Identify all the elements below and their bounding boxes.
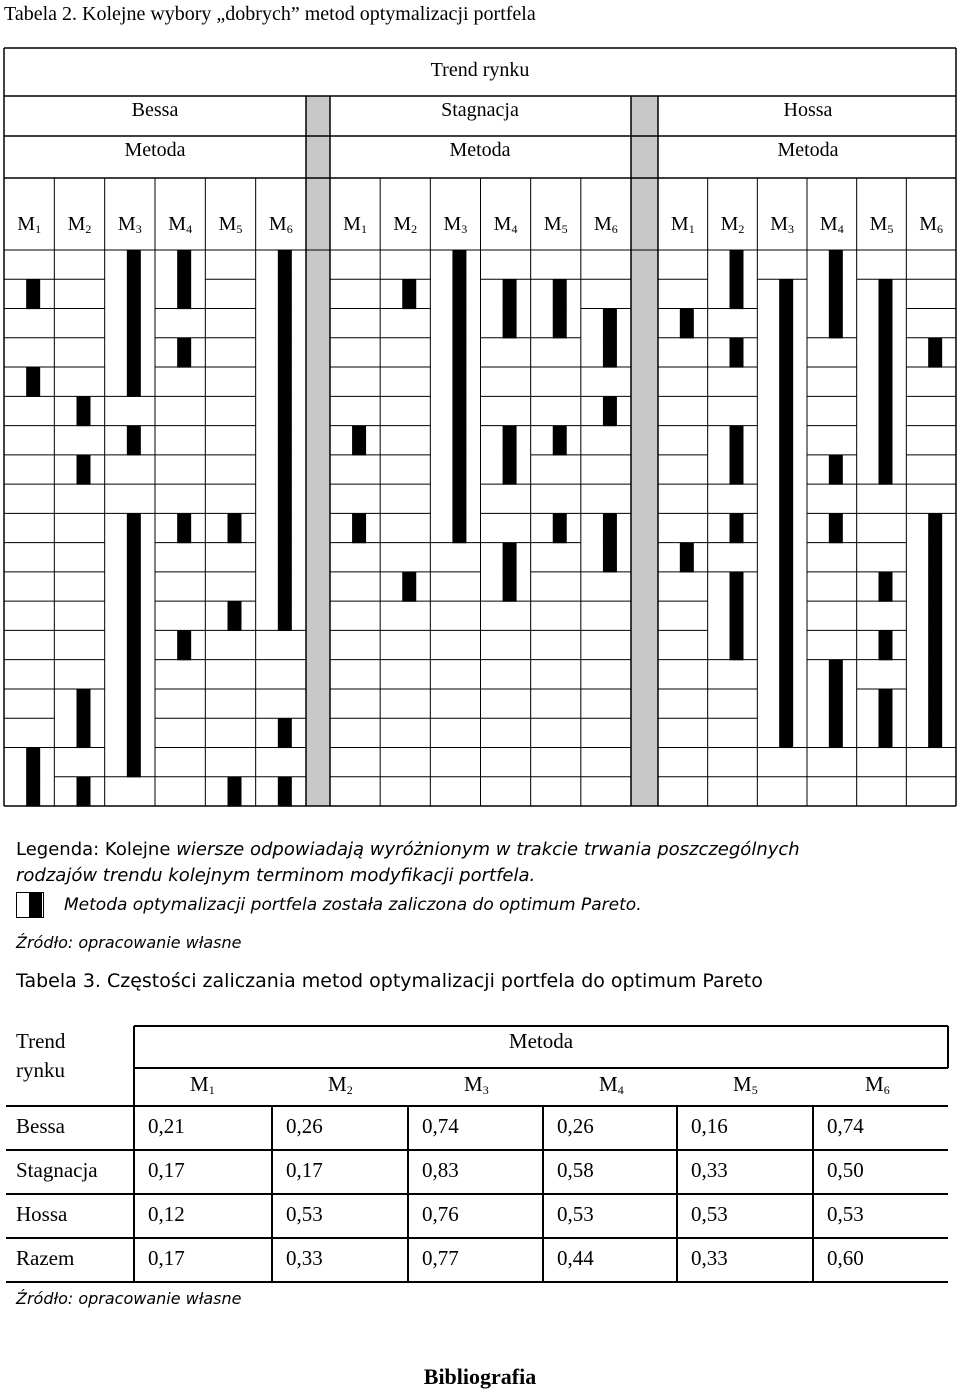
method-label-stagnacja-m6: $M_6$ [594, 213, 618, 236]
pareto-mark-hossa-m3-row-16 [779, 689, 793, 719]
table3-cell-bessa-m4: 0,26 [557, 1114, 594, 1138]
pareto-mark-bessa-m6-row-13 [278, 601, 292, 631]
pareto-mark-hossa-m5-row-4 [879, 338, 893, 368]
pareto-mark-bessa-m6-row-8 [278, 455, 292, 485]
method-label-bessa-m3: $M_3$ [117, 213, 142, 236]
table3-method-m1: $M_1$ [190, 1072, 215, 1097]
group-stagnacja-label: Stagnacja [441, 99, 519, 121]
table3-metoda-header: Metoda [508, 1029, 574, 1053]
pareto-mark-hossa-m2-row-12 [730, 572, 744, 602]
legend-line-2: rodzajów trendu kolejnym terminom modyfikacji portfela. [16, 865, 536, 886]
pareto-mark-bessa-m6-row-3 [278, 309, 292, 339]
table2-source: Źródło: opracowanie własne [16, 933, 242, 952]
pareto-mark-hossa-m5-row-14 [879, 630, 893, 660]
pareto-mark-bessa-m6-row-12 [278, 572, 292, 602]
table3-cell-bessa-m3: 0,74 [422, 1114, 459, 1138]
legend-marker-text: Metoda optymalizacji portfela została zaliczona do optimum Pareto. [64, 895, 642, 915]
pareto-mark-bessa-m3-row-4 [127, 338, 141, 368]
pareto-mark-hossa-m5-row-8 [879, 455, 893, 485]
method-label-hossa-m1: $M_1$ [670, 213, 695, 236]
pareto-mark-bessa-m2-row-16 [77, 689, 91, 719]
pareto-mark-stagnacja-m3-row-6 [452, 396, 466, 426]
table3-cell-stagnacja-m6: 0,50 [827, 1158, 864, 1182]
pareto-mark-bessa-m3-row-14 [127, 630, 141, 660]
table3-trend-label-2: rynku [16, 1058, 65, 1082]
pareto-mark-stagnacja-m6-row-11 [603, 543, 617, 573]
pareto-mark-bessa-m6-row-17 [278, 718, 292, 748]
table3-method-m2: $M_2$ [328, 1072, 353, 1097]
pareto-mark-hossa-m3-row-15 [779, 660, 793, 690]
pareto-mark-hossa-m1-row-3 [680, 309, 694, 339]
legend-marker-fill [29, 893, 42, 917]
pareto-mark-hossa-m6-row-12 [928, 572, 942, 602]
pareto-mark-stagnacja-m3-row-1 [452, 250, 466, 280]
pareto-mark-stagnacja-m4-row-11 [503, 543, 517, 573]
pareto-mark-stagnacja-m3-row-5 [452, 367, 466, 397]
method-label-hossa-m3: $M_3$ [770, 213, 795, 236]
pareto-mark-hossa-m2-row-2 [730, 279, 744, 309]
pareto-mark-hossa-m4-row-3 [829, 309, 843, 339]
table3-cell-bessa-m5: 0,16 [691, 1114, 728, 1138]
table3-trend-label-1: Trend [16, 1029, 66, 1053]
pareto-mark-bessa-m3-row-2 [127, 279, 141, 309]
table3-cell-stagnacja-m4: 0,58 [557, 1158, 594, 1182]
table3-source: Źródło: opracowanie własne [16, 1289, 242, 1308]
method-label-bessa-m2: $M_2$ [67, 213, 92, 236]
pareto-mark-stagnacja-m2-row-12 [402, 572, 416, 602]
pareto-mark-hossa-m6-row-13 [928, 601, 942, 631]
table3-row-label-bessa: Bessa [16, 1114, 65, 1138]
pareto-mark-bessa-m6-row-6 [278, 396, 292, 426]
pareto-mark-hossa-m1-row-11 [680, 543, 694, 573]
separator-stagnacja-hossa [631, 96, 658, 806]
pareto-mark-bessa-m1-row-19 [26, 777, 40, 807]
table3-cell-razem-m6: 0,60 [827, 1246, 864, 1270]
table3-method-m5: $M_5$ [733, 1072, 758, 1097]
pareto-mark-stagnacja-m5-row-3 [553, 309, 567, 339]
pareto-mark-stagnacja-m4-row-3 [503, 309, 517, 339]
pareto-mark-stagnacja-m5-row-2 [553, 279, 567, 309]
pareto-mark-hossa-m3-row-5 [779, 367, 793, 397]
table3-cell-stagnacja-m1: 0,17 [148, 1158, 185, 1182]
group-bessa-metoda: Metoda [124, 139, 186, 161]
pareto-mark-bessa-m3-row-3 [127, 309, 141, 339]
table3-cell-stagnacja-m3: 0,83 [422, 1158, 459, 1182]
pareto-mark-stagnacja-m4-row-2 [503, 279, 517, 309]
table3-cell-bessa-m1: 0,21 [148, 1114, 185, 1138]
pareto-mark-bessa-m1-row-5 [26, 367, 40, 397]
pareto-mark-bessa-m5-row-19 [228, 777, 242, 807]
pareto-mark-hossa-m2-row-4 [730, 338, 744, 368]
pareto-mark-hossa-m4-row-2 [829, 279, 843, 309]
table3-cell-bessa-m6: 0,74 [827, 1114, 864, 1138]
method-label-bessa-m4: $M_4$ [168, 213, 193, 236]
pareto-mark-bessa-m1-row-2 [26, 279, 40, 309]
pareto-mark-stagnacja-m2-row-2 [402, 279, 416, 309]
group-hossa-label: Hossa [783, 99, 833, 121]
table3-cell-stagnacja-m2: 0,17 [286, 1158, 323, 1182]
pareto-mark-hossa-m4-row-10 [829, 513, 843, 543]
pareto-mark-stagnacja-m3-row-8 [452, 455, 466, 485]
pareto-mark-hossa-m6-row-11 [928, 543, 942, 573]
pareto-mark-bessa-m6-row-4 [278, 338, 292, 368]
bibliography-heading: Bibliografia [423, 1364, 537, 1389]
pareto-mark-hossa-m4-row-15 [829, 660, 843, 690]
pareto-mark-hossa-m4-row-8 [829, 455, 843, 485]
pareto-mark-bessa-m6-row-2 [278, 279, 292, 309]
pareto-mark-hossa-m5-row-3 [879, 309, 893, 339]
pareto-mark-bessa-m2-row-17 [77, 718, 91, 748]
table3-caption: Tabela 3. Częstości zaliczania metod optymalizacji portfela do optimum Pareto [16, 970, 763, 992]
method-label-bessa-m6: $M_6$ [268, 213, 293, 236]
pareto-mark-stagnacja-m1-row-7 [352, 426, 366, 456]
pareto-mark-bessa-m2-row-6 [77, 396, 91, 426]
pareto-mark-hossa-m3-row-14 [779, 630, 793, 660]
table3-cell-hossa-m4: 0,53 [557, 1202, 594, 1226]
pareto-mark-hossa-m3-row-7 [779, 426, 793, 456]
pareto-mark-bessa-m3-row-13 [127, 601, 141, 631]
pareto-mark-bessa-m3-row-1 [127, 250, 141, 280]
pareto-mark-bessa-m6-row-1 [278, 250, 292, 280]
pareto-mark-bessa-m3-row-11 [127, 543, 141, 573]
pareto-mark-hossa-m6-row-10 [928, 513, 942, 543]
legend-marker-box [16, 892, 44, 918]
pareto-mark-hossa-m3-row-4 [779, 338, 793, 368]
pareto-mark-hossa-m3-row-10 [779, 513, 793, 543]
table2-caption: Tabela 2. Kolejne wybory „dobrych” metod optymalizacji portfela [4, 3, 536, 25]
pareto-mark-bessa-m4-row-1 [177, 250, 191, 280]
pareto-mark-hossa-m2-row-7 [730, 426, 744, 456]
table3-method-m4: $M_4$ [599, 1072, 624, 1097]
pareto-mark-bessa-m6-row-11 [278, 543, 292, 573]
pareto-mark-bessa-m3-row-17 [127, 718, 141, 748]
pareto-mark-bessa-m4-row-4 [177, 338, 191, 368]
pareto-mark-stagnacja-m6-row-6 [603, 396, 617, 426]
table3-cell-razem-m1: 0,17 [148, 1246, 185, 1270]
trend-header: Trend rynku [430, 59, 530, 81]
pareto-mark-hossa-m5-row-7 [879, 426, 893, 456]
pareto-mark-hossa-m6-row-15 [928, 660, 942, 690]
pareto-mark-hossa-m3-row-9 [779, 484, 793, 514]
pareto-mark-bessa-m3-row-12 [127, 572, 141, 602]
pareto-mark-hossa-m5-row-2 [879, 279, 893, 309]
pareto-mark-stagnacja-m6-row-4 [603, 338, 617, 368]
pareto-mark-bessa-m2-row-19 [77, 777, 91, 807]
pareto-mark-stagnacja-m4-row-12 [503, 572, 517, 602]
pareto-mark-hossa-m5-row-12 [879, 572, 893, 602]
pareto-mark-stagnacja-m5-row-10 [553, 513, 567, 543]
pareto-mark-stagnacja-m6-row-10 [603, 513, 617, 543]
pareto-mark-hossa-m3-row-11 [779, 543, 793, 573]
pareto-mark-hossa-m3-row-3 [779, 309, 793, 339]
pareto-mark-stagnacja-m3-row-9 [452, 484, 466, 514]
table3-cell-stagnacja-m5: 0,33 [691, 1158, 728, 1182]
pareto-mark-stagnacja-m3-row-7 [452, 426, 466, 456]
pareto-mark-bessa-m1-row-18 [26, 747, 40, 777]
pareto-mark-hossa-m3-row-12 [779, 572, 793, 602]
pareto-mark-stagnacja-m4-row-8 [503, 455, 517, 485]
table3-cell-hossa-m3: 0,76 [422, 1202, 459, 1226]
pareto-mark-hossa-m5-row-6 [879, 396, 893, 426]
pareto-mark-stagnacja-m3-row-2 [452, 279, 466, 309]
pareto-mark-bessa-m4-row-2 [177, 279, 191, 309]
pareto-mark-bessa-m6-row-9 [278, 484, 292, 514]
pareto-mark-bessa-m5-row-10 [228, 513, 242, 543]
pareto-mark-bessa-m4-row-14 [177, 630, 191, 660]
pareto-mark-bessa-m5-row-13 [228, 601, 242, 631]
pareto-mark-hossa-m2-row-14 [730, 630, 744, 660]
pareto-mark-hossa-m6-row-14 [928, 630, 942, 660]
pareto-mark-stagnacja-m3-row-4 [452, 338, 466, 368]
pareto-mark-hossa-m6-row-16 [928, 689, 942, 719]
table3-cell-bessa-m2: 0,26 [286, 1114, 323, 1138]
method-label-stagnacja-m3: $M_3$ [443, 213, 468, 236]
table3-method-m3: $M_3$ [464, 1072, 489, 1097]
pareto-mark-hossa-m3-row-17 [779, 718, 793, 748]
pareto-mark-bessa-m3-row-5 [127, 367, 141, 397]
pareto-mark-stagnacja-m6-row-3 [603, 309, 617, 339]
group-stagnacja-metoda: Metoda [449, 139, 511, 161]
pareto-mark-bessa-m4-row-10 [177, 513, 191, 543]
method-label-stagnacja-m2: $M_2$ [393, 213, 418, 236]
pareto-mark-stagnacja-m4-row-7 [503, 426, 517, 456]
table3-cell-razem-m4: 0,44 [557, 1246, 594, 1270]
pareto-mark-bessa-m2-row-8 [77, 455, 91, 485]
group-hossa-metoda: Metoda [777, 139, 839, 161]
pareto-mark-hossa-m4-row-1 [829, 250, 843, 280]
pareto-mark-hossa-m2-row-13 [730, 601, 744, 631]
pareto-mark-hossa-m6-row-17 [928, 718, 942, 748]
method-label-hossa-m2: $M_2$ [720, 213, 745, 236]
pareto-mark-stagnacja-m5-row-7 [553, 426, 567, 456]
pareto-mark-hossa-m3-row-13 [779, 601, 793, 631]
method-label-bessa-m1: $M_1$ [17, 213, 42, 236]
table3-cell-hossa-m6: 0,53 [827, 1202, 864, 1226]
pareto-mark-stagnacja-m1-row-10 [352, 513, 366, 543]
group-bessa-label: Bessa [131, 99, 179, 121]
separator-bessa-stagnacja [306, 96, 330, 806]
pareto-mark-bessa-m6-row-7 [278, 426, 292, 456]
pareto-mark-bessa-m6-row-5 [278, 367, 292, 397]
pareto-mark-hossa-m3-row-2 [779, 279, 793, 309]
pareto-mark-bessa-m3-row-10 [127, 513, 141, 543]
pareto-mark-hossa-m4-row-17 [829, 718, 843, 748]
table3-cell-razem-m2: 0,33 [286, 1246, 323, 1270]
pareto-mark-bessa-m3-row-18 [127, 747, 141, 777]
table3-cell-hossa-m2: 0,53 [286, 1202, 323, 1226]
pareto-mark-bessa-m3-row-7 [127, 426, 141, 456]
pareto-mark-hossa-m3-row-6 [779, 396, 793, 426]
method-label-hossa-m4: $M_4$ [819, 213, 844, 236]
pareto-mark-hossa-m5-row-17 [879, 718, 893, 748]
table3-lines [0, 1020, 960, 1290]
method-label-stagnacja-m4: $M_4$ [493, 213, 518, 236]
pareto-mark-stagnacja-m3-row-10 [452, 513, 466, 543]
pareto-mark-hossa-m2-row-10 [730, 513, 744, 543]
table3-cell-hossa-m5: 0,53 [691, 1202, 728, 1226]
pareto-mark-hossa-m2-row-1 [730, 250, 744, 280]
pareto-mark-hossa-m2-row-8 [730, 455, 744, 485]
method-label-stagnacja-m5: $M_5$ [543, 213, 568, 236]
method-label-hossa-m6: $M_6$ [919, 213, 944, 236]
pareto-mark-hossa-m6-row-4 [928, 338, 942, 368]
pareto-mark-bessa-m6-row-19 [278, 777, 292, 807]
pareto-mark-hossa-m3-row-8 [779, 455, 793, 485]
pareto-mark-hossa-m5-row-16 [879, 689, 893, 719]
pareto-mark-bessa-m6-row-10 [278, 513, 292, 543]
pareto-mark-hossa-m5-row-5 [879, 367, 893, 397]
table3-cell-hossa-m1: 0,12 [148, 1202, 185, 1226]
pareto-mark-bessa-m3-row-15 [127, 660, 141, 690]
table3-cell-razem-m5: 0,33 [691, 1246, 728, 1270]
method-label-hossa-m5: $M_5$ [869, 213, 894, 236]
method-label-bessa-m5: $M_5$ [218, 213, 243, 236]
pareto-mark-bessa-m3-row-16 [127, 689, 141, 719]
table3-row-label-razem: Razem [16, 1246, 75, 1270]
table3-cell-razem-m3: 0,77 [422, 1246, 459, 1270]
table3-row-label-hossa: Hossa [16, 1202, 68, 1226]
table3-method-m6: $M_6$ [865, 1072, 890, 1097]
table3-row-label-stagnacja: Stagnacja [16, 1158, 98, 1182]
legend-line-1: Legenda: Kolejne wiersze odpowiadają wyróżnionym w trakcie trwania poszczególnych [16, 839, 800, 860]
pareto-mark-stagnacja-m3-row-3 [452, 309, 466, 339]
pareto-mark-hossa-m4-row-16 [829, 689, 843, 719]
method-label-stagnacja-m1: $M_1$ [343, 213, 367, 236]
